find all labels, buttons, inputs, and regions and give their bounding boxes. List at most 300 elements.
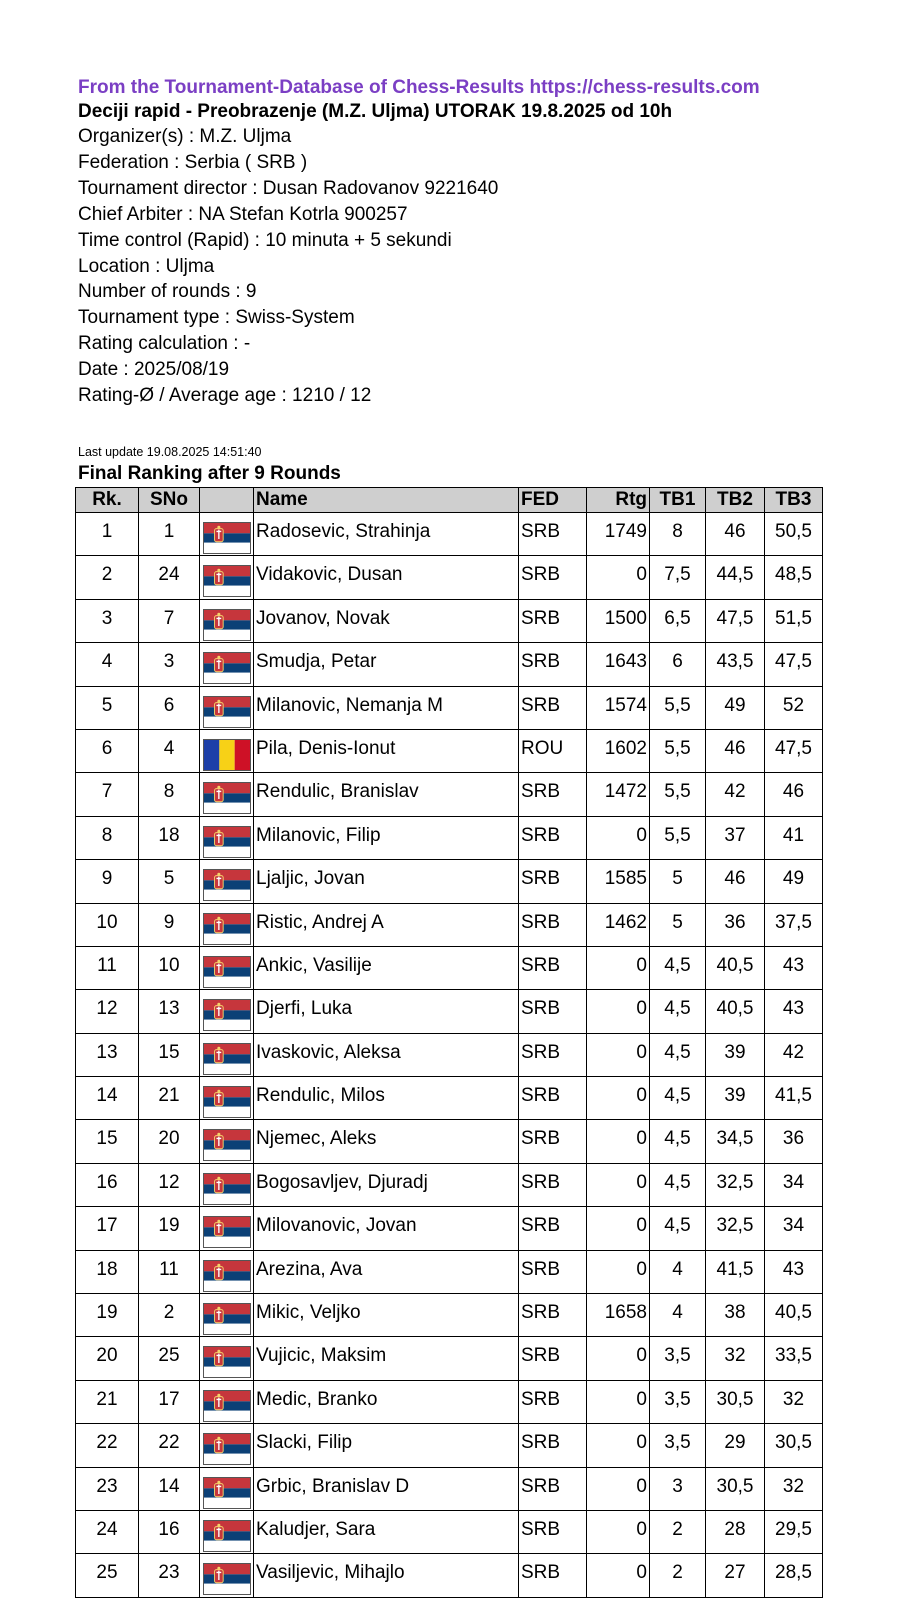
tb3-cell: 41,5: [765, 1077, 823, 1120]
rank-cell: 16: [76, 1163, 139, 1206]
fed-cell: SRB: [519, 1554, 587, 1597]
rtg-cell: 0: [587, 990, 650, 1033]
fed-cell: SRB: [519, 1077, 587, 1120]
sno-cell: 6: [139, 686, 200, 729]
tb1-cell: 7,5: [650, 556, 706, 599]
rtg-cell: 0: [587, 1033, 650, 1076]
tb2-cell: 38: [706, 1294, 765, 1337]
rank-cell: 7: [76, 773, 139, 816]
name-cell: Djerfi, Luka: [254, 990, 519, 1033]
flag-cell: [200, 1033, 254, 1076]
rank-cell: 6: [76, 729, 139, 772]
rank-cell: 1: [76, 513, 139, 556]
tb3-cell: 29,5: [765, 1510, 823, 1553]
serbia-flag-icon: [203, 696, 251, 728]
rank-cell: 17: [76, 1207, 139, 1250]
rank-cell: 4: [76, 643, 139, 686]
tb1-cell: 4,5: [650, 990, 706, 1033]
serbia-flag-icon: [203, 652, 251, 684]
table-row: [76, 1033, 823, 1076]
table-row: [76, 1294, 823, 1337]
rank-cell: 23: [76, 1467, 139, 1510]
tb2-cell: 30,5: [706, 1380, 765, 1423]
tb2-cell: 32,5: [706, 1207, 765, 1250]
rtg-cell: 0: [587, 1120, 650, 1163]
rtg-cell: 0: [587, 1554, 650, 1597]
serbia-flag-icon: [203, 1433, 251, 1465]
table-row: [76, 643, 823, 686]
rtg-cell: 0: [587, 1337, 650, 1380]
sno-cell: 20: [139, 1120, 200, 1163]
info-line: Organizer(s) : M.Z. Uljma: [78, 126, 292, 147]
sno-cell: 10: [139, 946, 200, 989]
tb1-cell: 4,5: [650, 1077, 706, 1120]
rtg-cell: 1749: [587, 513, 650, 556]
rtg-cell: 1574: [587, 686, 650, 729]
info-line: Federation : Serbia ( SRB ): [78, 151, 308, 173]
fed-cell: SRB: [519, 860, 587, 903]
rank-cell: 9: [76, 860, 139, 903]
flag-cell: [200, 1424, 254, 1467]
tb1-cell: 4,5: [650, 1207, 706, 1250]
tb1-cell: 3,5: [650, 1380, 706, 1423]
flag-cell: [200, 946, 254, 989]
tb2-cell: 27: [706, 1554, 765, 1597]
name-cell: Vasiljevic, Mihajlo: [254, 1554, 519, 1597]
tb1-cell: 5: [650, 860, 706, 903]
serbia-flag-icon: [203, 565, 251, 597]
rank-cell: 13: [76, 1033, 139, 1076]
tb3-cell: 41: [765, 816, 823, 859]
tb2-cell: 37: [706, 816, 765, 859]
tb1-cell: 5: [650, 903, 706, 946]
table-row: [76, 1337, 823, 1380]
tb3-cell: 30,5: [765, 1424, 823, 1467]
flag-cell: [200, 1207, 254, 1250]
table-row: [76, 990, 823, 1033]
rank-cell: 8: [76, 816, 139, 859]
table-row: [76, 816, 823, 859]
fed-cell: SRB: [519, 556, 587, 599]
fed-cell: SRB: [519, 1120, 587, 1163]
rank-cell: 25: [76, 1554, 139, 1597]
serbia-flag-icon: [203, 522, 251, 554]
serbia-flag-icon: [203, 1086, 251, 1118]
header-fed: FED: [519, 488, 587, 513]
name-cell: Pila, Denis-Ionut: [254, 729, 519, 772]
flag-cell: [200, 556, 254, 599]
table-row: [76, 513, 823, 556]
serbia-flag-icon: [203, 1346, 251, 1378]
tb3-cell: 49: [765, 860, 823, 903]
name-cell: Radosevic, Strahinja: [254, 513, 519, 556]
tb1-cell: 4,5: [650, 1120, 706, 1163]
serbia-flag-icon: [203, 1043, 251, 1075]
serbia-flag-icon: [203, 782, 251, 814]
ranking-table: [75, 487, 823, 1598]
tb2-cell: 46: [706, 729, 765, 772]
serbia-flag-icon: [203, 956, 251, 988]
tb3-cell: 50,5: [765, 513, 823, 556]
source-link[interactable]: From the Tournament-Database of Chess-Results https://chess-results.com: [78, 77, 760, 98]
tb3-cell: 34: [765, 1163, 823, 1206]
table-row: [76, 1250, 823, 1293]
table-row: [76, 903, 823, 946]
rank-cell: 5: [76, 686, 139, 729]
tb3-cell: 36: [765, 1120, 823, 1163]
rank-cell: 10: [76, 903, 139, 946]
rank-cell: 12: [76, 990, 139, 1033]
name-cell: Ankic, Vasilije: [254, 946, 519, 989]
serbia-flag-icon: [203, 999, 251, 1031]
header-rank: Rk.: [76, 488, 139, 513]
name-cell: Milovanovic, Jovan: [254, 1207, 519, 1250]
rtg-cell: 0: [587, 1467, 650, 1510]
tb1-cell: 4: [650, 1294, 706, 1337]
sno-cell: 23: [139, 1554, 200, 1597]
table-header-row: [76, 488, 823, 513]
rtg-cell: 0: [587, 1250, 650, 1293]
tb3-cell: 52: [765, 686, 823, 729]
flag-cell: [200, 1467, 254, 1510]
info-line: Number of rounds : 9: [78, 281, 257, 303]
tb1-cell: 5,5: [650, 686, 706, 729]
table-row: [76, 1467, 823, 1510]
tb1-cell: 6: [650, 643, 706, 686]
tb3-cell: 33,5: [765, 1337, 823, 1380]
tb3-cell: 40,5: [765, 1294, 823, 1337]
sno-cell: 4: [139, 729, 200, 772]
info-line: Tournament director : Dusan Radovanov 9221640: [78, 177, 499, 199]
serbia-flag-icon: [203, 1303, 251, 1335]
fed-cell: SRB: [519, 1467, 587, 1510]
flag-cell: [200, 1510, 254, 1553]
info-line: Time control (Rapid) : 10 minuta + 5 sekundi: [78, 229, 452, 251]
tb2-cell: 42: [706, 773, 765, 816]
header-flag: [200, 488, 254, 513]
serbia-flag-icon: [203, 869, 251, 901]
tb1-cell: 6,5: [650, 599, 706, 642]
serbia-flag-icon: [203, 1129, 251, 1161]
sno-cell: 3: [139, 643, 200, 686]
info-line: Tournament type : Swiss-System: [78, 307, 355, 329]
rank-cell: 18: [76, 1250, 139, 1293]
rank-cell: 3: [76, 599, 139, 642]
fed-cell: SRB: [519, 1163, 587, 1206]
sno-cell: 12: [139, 1163, 200, 1206]
table-row: [76, 1554, 823, 1597]
tb2-cell: 46: [706, 513, 765, 556]
tb2-cell: 49: [706, 686, 765, 729]
sno-cell: 9: [139, 903, 200, 946]
serbia-flag-icon: [203, 1477, 251, 1509]
table-row: [76, 729, 823, 772]
fed-cell: SRB: [519, 816, 587, 859]
tb2-cell: 40,5: [706, 946, 765, 989]
romania-flag-icon: [203, 739, 251, 771]
rtg-cell: 0: [587, 1510, 650, 1553]
tb2-cell: 30,5: [706, 1467, 765, 1510]
tb1-cell: 3,5: [650, 1424, 706, 1467]
name-cell: Smudja, Petar: [254, 643, 519, 686]
flag-cell: [200, 990, 254, 1033]
name-cell: Milanovic, Nemanja M: [254, 686, 519, 729]
header-rtg: Rtg: [587, 488, 650, 513]
tb3-cell: 43: [765, 990, 823, 1033]
flag-cell: [200, 1077, 254, 1120]
fed-cell: SRB: [519, 1033, 587, 1076]
info-line: Date : 2025/08/19: [78, 359, 230, 381]
tb1-cell: 2: [650, 1554, 706, 1597]
flag-cell: [200, 729, 254, 772]
tb2-cell: 29: [706, 1424, 765, 1467]
rtg-cell: 1500: [587, 599, 650, 642]
tb2-cell: 34,5: [706, 1120, 765, 1163]
tournament-info: [78, 124, 760, 409]
tb2-cell: 44,5: [706, 556, 765, 599]
flag-cell: [200, 1120, 254, 1163]
table-row: [76, 773, 823, 816]
header-sno: SNo: [139, 488, 200, 513]
fed-cell: SRB: [519, 1510, 587, 1553]
fed-cell: SRB: [519, 1294, 587, 1337]
rtg-cell: 0: [587, 1424, 650, 1467]
name-cell: Arezina, Ava: [254, 1250, 519, 1293]
table-row: [76, 860, 823, 903]
table-row: [76, 686, 823, 729]
table-row: [76, 1077, 823, 1120]
rank-cell: 14: [76, 1077, 139, 1120]
rank-cell: 24: [76, 1510, 139, 1553]
table-row: [76, 1207, 823, 1250]
fed-cell: SRB: [519, 513, 587, 556]
serbia-flag-icon: [203, 1260, 251, 1292]
sno-cell: 22: [139, 1424, 200, 1467]
name-cell: Vidakovic, Dusan: [254, 556, 519, 599]
fed-cell: SRB: [519, 903, 587, 946]
rtg-cell: 1658: [587, 1294, 650, 1337]
serbia-flag-icon: [203, 609, 251, 641]
tb3-cell: 32: [765, 1467, 823, 1510]
fed-cell: SRB: [519, 1207, 587, 1250]
sno-cell: 21: [139, 1077, 200, 1120]
fed-cell: SRB: [519, 1424, 587, 1467]
serbia-flag-icon: [203, 1390, 251, 1422]
rank-cell: 15: [76, 1120, 139, 1163]
name-cell: Milanovic, Filip: [254, 816, 519, 859]
flag-cell: [200, 1163, 254, 1206]
flag-cell: [200, 1250, 254, 1293]
tb3-cell: 51,5: [765, 599, 823, 642]
name-cell: Ljaljic, Jovan: [254, 860, 519, 903]
rank-cell: 19: [76, 1294, 139, 1337]
tb2-cell: 32: [706, 1337, 765, 1380]
rtg-cell: 0: [587, 1077, 650, 1120]
name-cell: Slacki, Filip: [254, 1424, 519, 1467]
name-cell: Kaludjer, Sara: [254, 1510, 519, 1553]
tb3-cell: 37,5: [765, 903, 823, 946]
serbia-flag-icon: [203, 1173, 251, 1205]
rtg-cell: 0: [587, 556, 650, 599]
tb1-cell: 3,5: [650, 1337, 706, 1380]
flag-cell: [200, 599, 254, 642]
tb1-cell: 4,5: [650, 1033, 706, 1076]
name-cell: Medic, Branko: [254, 1380, 519, 1423]
tb3-cell: 28,5: [765, 1554, 823, 1597]
fed-cell: SRB: [519, 599, 587, 642]
tb1-cell: 5,5: [650, 773, 706, 816]
header-tb2: TB2: [706, 488, 765, 513]
tb1-cell: 3: [650, 1467, 706, 1510]
sno-cell: 24: [139, 556, 200, 599]
table-row: [76, 946, 823, 989]
table-row: [76, 1510, 823, 1553]
serbia-flag-icon: [203, 826, 251, 858]
rtg-cell: 0: [587, 946, 650, 989]
sno-cell: 14: [139, 1467, 200, 1510]
rtg-cell: 0: [587, 816, 650, 859]
sno-cell: 15: [139, 1033, 200, 1076]
flag-cell: [200, 1337, 254, 1380]
rtg-cell: 1602: [587, 729, 650, 772]
table-row: [76, 1424, 823, 1467]
tb3-cell: 48,5: [765, 556, 823, 599]
fed-cell: SRB: [519, 1250, 587, 1293]
tb2-cell: 39: [706, 1033, 765, 1076]
sno-cell: 11: [139, 1250, 200, 1293]
fed-cell: SRB: [519, 773, 587, 816]
header-tb3: TB3: [765, 488, 823, 513]
rtg-cell: 1462: [587, 903, 650, 946]
table-row: [76, 1120, 823, 1163]
serbia-flag-icon: [203, 1520, 251, 1552]
table-row: [76, 1163, 823, 1206]
flag-cell: [200, 1380, 254, 1423]
tb2-cell: 47,5: [706, 599, 765, 642]
sno-cell: 7: [139, 599, 200, 642]
tb2-cell: 40,5: [706, 990, 765, 1033]
tb1-cell: 8: [650, 513, 706, 556]
tb3-cell: 43: [765, 946, 823, 989]
flag-cell: [200, 1294, 254, 1337]
fed-cell: SRB: [519, 1337, 587, 1380]
serbia-flag-icon: [203, 1216, 251, 1248]
tb2-cell: 46: [706, 860, 765, 903]
flag-cell: [200, 773, 254, 816]
name-cell: Rendulic, Milos: [254, 1077, 519, 1120]
sno-cell: 2: [139, 1294, 200, 1337]
tb1-cell: 4,5: [650, 946, 706, 989]
flag-cell: [200, 1554, 254, 1597]
tb1-cell: 4,5: [650, 1163, 706, 1206]
tb3-cell: 46: [765, 773, 823, 816]
flag-cell: [200, 860, 254, 903]
name-cell: Bogosavljev, Djuradj: [254, 1163, 519, 1206]
sno-cell: 5: [139, 860, 200, 903]
tb3-cell: 47,5: [765, 643, 823, 686]
sno-cell: 18: [139, 816, 200, 859]
info-line: Location : Uljma: [78, 255, 215, 277]
name-cell: Ristic, Andrej A: [254, 903, 519, 946]
tb1-cell: 5,5: [650, 816, 706, 859]
sno-cell: 16: [139, 1510, 200, 1553]
fed-cell: SRB: [519, 990, 587, 1033]
serbia-flag-icon: [203, 1563, 251, 1595]
tb1-cell: 5,5: [650, 729, 706, 772]
tb2-cell: 36: [706, 903, 765, 946]
flag-cell: [200, 816, 254, 859]
tb3-cell: 42: [765, 1033, 823, 1076]
flag-cell: [200, 686, 254, 729]
tb2-cell: 32,5: [706, 1163, 765, 1206]
rank-cell: 2: [76, 556, 139, 599]
fed-cell: SRB: [519, 946, 587, 989]
tb3-cell: 43: [765, 1250, 823, 1293]
rank-cell: 21: [76, 1380, 139, 1423]
sno-cell: 13: [139, 990, 200, 1033]
rtg-cell: 1585: [587, 860, 650, 903]
last-update: Last update 19.08.2025 14:51:40: [78, 445, 262, 459]
tb2-cell: 28: [706, 1510, 765, 1553]
rtg-cell: 0: [587, 1207, 650, 1250]
tb1-cell: 4: [650, 1250, 706, 1293]
table-row: [76, 599, 823, 642]
sno-cell: 17: [139, 1380, 200, 1423]
rank-cell: 22: [76, 1424, 139, 1467]
flag-cell: [200, 643, 254, 686]
rtg-cell: 1472: [587, 773, 650, 816]
table-row: [76, 1380, 823, 1423]
table-row: [76, 556, 823, 599]
tb2-cell: 41,5: [706, 1250, 765, 1293]
rtg-cell: 0: [587, 1380, 650, 1423]
name-cell: Njemec, Aleks: [254, 1120, 519, 1163]
fed-cell: SRB: [519, 1380, 587, 1423]
fed-cell: SRB: [519, 643, 587, 686]
info-line: Rating calculation : -: [78, 333, 251, 355]
ranking-title: Final Ranking after 9 Rounds: [78, 463, 341, 484]
header-name: Name: [254, 488, 519, 513]
rtg-cell: 1643: [587, 643, 650, 686]
name-cell: Grbic, Branislav D: [254, 1467, 519, 1510]
tb3-cell: 34: [765, 1207, 823, 1250]
rtg-cell: 0: [587, 1163, 650, 1206]
tb1-cell: 2: [650, 1510, 706, 1553]
serbia-flag-icon: [203, 913, 251, 945]
tournament-header: [78, 76, 760, 409]
sno-cell: 25: [139, 1337, 200, 1380]
sno-cell: 8: [139, 773, 200, 816]
info-line: Chief Arbiter : NA Stefan Kotrla 900257: [78, 203, 408, 225]
flag-cell: [200, 903, 254, 946]
name-cell: Jovanov, Novak: [254, 599, 519, 642]
info-line: Rating-Ø / Average age : 1210 / 12: [78, 385, 372, 407]
fed-cell: SRB: [519, 686, 587, 729]
name-cell: Vujicic, Maksim: [254, 1337, 519, 1380]
rank-cell: 20: [76, 1337, 139, 1380]
sno-cell: 19: [139, 1207, 200, 1250]
tb2-cell: 43,5: [706, 643, 765, 686]
name-cell: Mikic, Veljko: [254, 1294, 519, 1337]
fed-cell: ROU: [519, 729, 587, 772]
name-cell: Ivaskovic, Aleksa: [254, 1033, 519, 1076]
tb3-cell: 32: [765, 1380, 823, 1423]
tb3-cell: 47,5: [765, 729, 823, 772]
name-cell: Rendulic, Branislav: [254, 773, 519, 816]
tb2-cell: 39: [706, 1077, 765, 1120]
tournament-title: Deciji rapid - Preobrazenje (M.Z. Uljma) UTORAK 19.8.2025 od 10h: [78, 101, 673, 122]
rank-cell: 11: [76, 946, 139, 989]
